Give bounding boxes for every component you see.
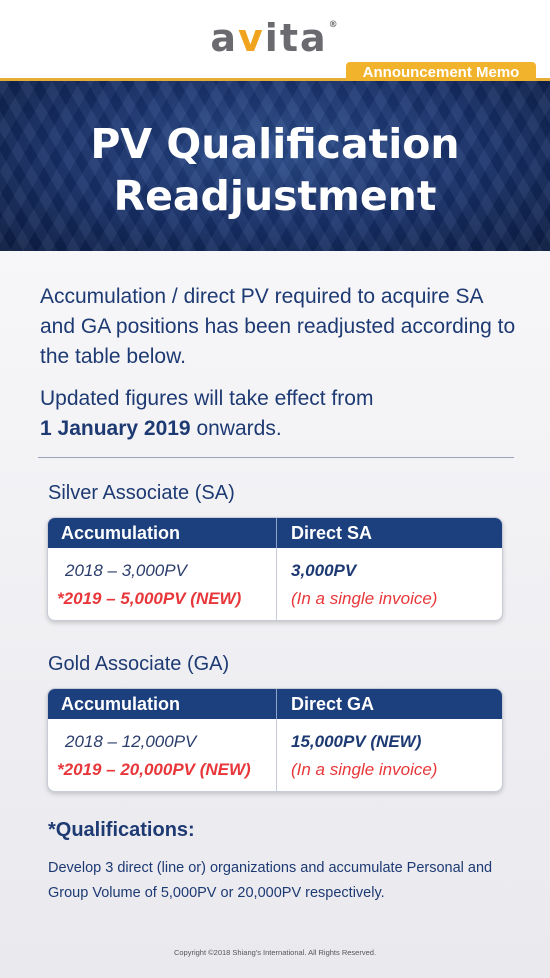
ga-accumulation-2019: *2019 – 20,000PV (NEW) xyxy=(57,760,251,779)
sa-accumulation-cell xyxy=(48,548,277,621)
qualifications-text: Develop 3 direct (line or) organizations and accumulate Personal and Group Volume of 5,000PV or 20,000PV respectively. xyxy=(48,860,493,901)
avita-logo xyxy=(0,16,550,60)
effective-date-prefix: Updated figures will take effect from xyxy=(40,387,374,410)
announcement-memo-tab: Announcement Memo xyxy=(346,62,536,84)
sa-accumulation-header: Accumulation xyxy=(48,518,277,548)
ga-direct-value: 15,000PV (NEW) xyxy=(291,732,422,751)
effective-date-suffix: onwards. xyxy=(196,417,282,440)
ga-direct-cell xyxy=(277,719,502,792)
registered-mark: ® xyxy=(328,20,340,30)
intro-paragraph: Accumulation / direct PV required to acquire SA and GA positions has been readjusted according to the table below. xyxy=(40,285,516,368)
ga-table-header xyxy=(48,689,502,719)
sa-direct-value: 3,000PV xyxy=(291,561,357,580)
effective-date: 1 January 2019 xyxy=(40,417,191,440)
logo-text-rest: ita xyxy=(264,16,328,60)
ga-accumulation-header: Accumulation xyxy=(48,689,277,719)
title-banner xyxy=(0,81,550,251)
sa-table-row xyxy=(48,548,502,621)
ga-table-row xyxy=(48,719,502,792)
ga-section-title: Gold Associate (GA) xyxy=(48,653,230,675)
sa-direct-header: Direct SA xyxy=(291,523,373,543)
ga-direct-header: Direct GA xyxy=(291,694,375,714)
qualifications-title: *Qualifications: xyxy=(48,819,195,841)
ga-direct-note: (In a single invoice) xyxy=(291,760,438,779)
sa-direct-cell xyxy=(277,548,502,621)
sa-pv-table xyxy=(47,517,503,621)
ga-accumulation-cell xyxy=(48,719,277,792)
sa-accumulation-2019: *2019 – 5,000PV (NEW) xyxy=(57,589,242,608)
logo-text-a: a xyxy=(210,16,239,60)
section-divider xyxy=(38,457,514,458)
effective-date-paragraph xyxy=(40,384,520,444)
ga-accumulation-2018: 2018 – 12,000PV xyxy=(65,732,197,751)
sa-section-title: Silver Associate (SA) xyxy=(48,482,235,504)
ga-pv-table xyxy=(47,688,503,792)
logo-text-accent: v xyxy=(238,16,265,60)
copyright-notice: Copyright ©2018 Shiang's International. All Rights Reserved. xyxy=(173,948,377,957)
sa-direct-note: (In a single invoice) xyxy=(291,589,438,608)
page-title xyxy=(0,118,550,222)
page-title-line-1: PV Qualification xyxy=(90,120,460,168)
sa-accumulation-2018: 2018 – 3,000PV xyxy=(65,561,187,580)
sa-table-header xyxy=(48,518,502,548)
page-title-line-2: Readjustment xyxy=(113,172,437,220)
